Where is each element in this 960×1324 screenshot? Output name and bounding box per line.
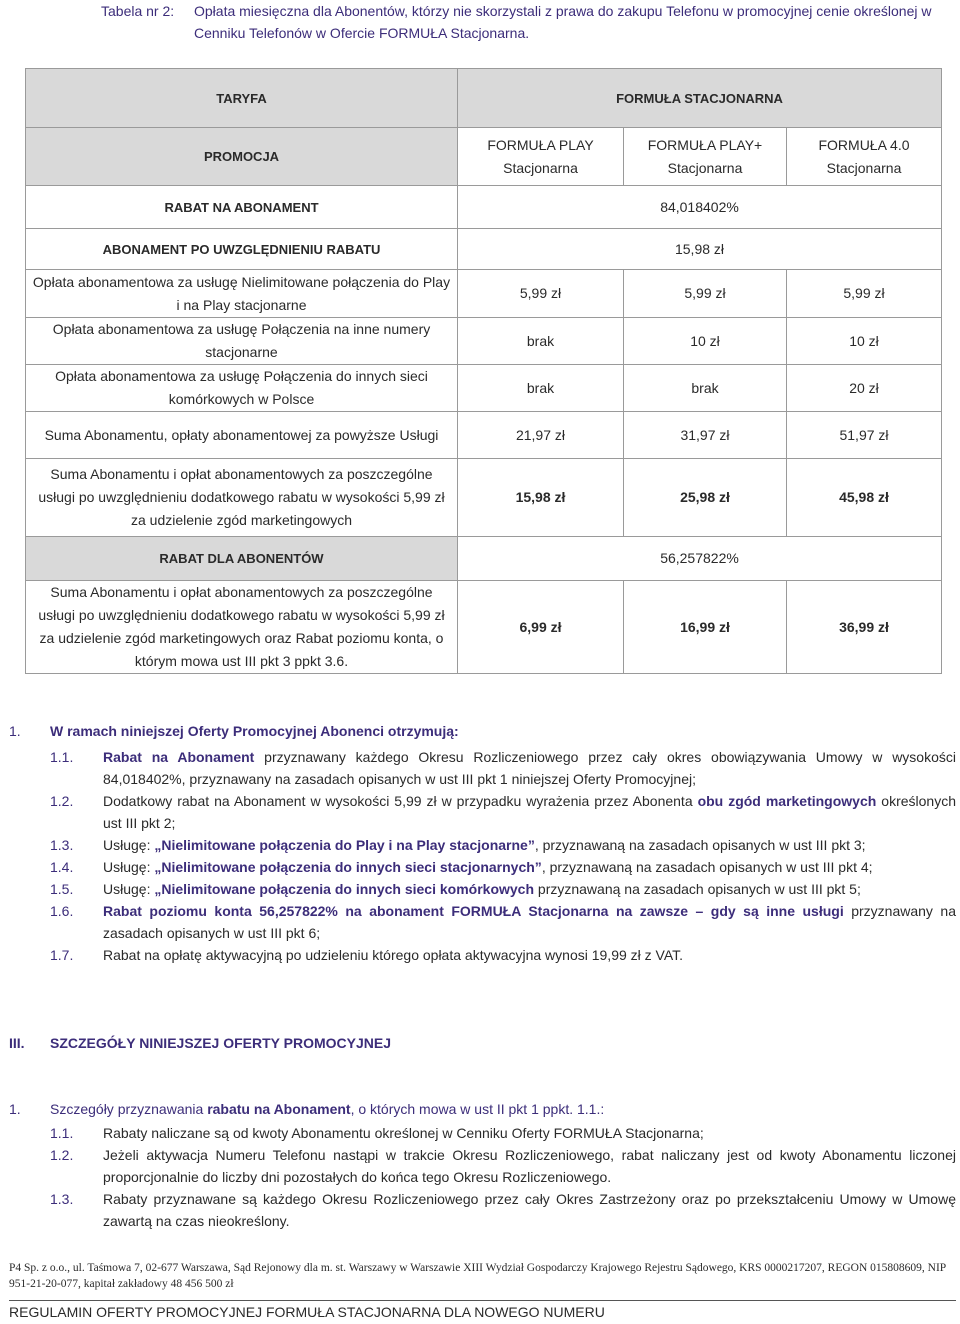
- row-value: 36,99 zł: [787, 581, 942, 674]
- list-item-number: 1.1.: [50, 1125, 74, 1141]
- heading-bold: rabatu na Abonament: [207, 1101, 351, 1117]
- row-label: Suma Abonamentu, opłaty abonamentowej za powyższe Usługi: [26, 412, 458, 459]
- list1-number: 1.: [9, 723, 21, 739]
- table-row: [26, 69, 942, 128]
- plan-name: FORMUŁA PLAY+: [647, 136, 763, 153]
- plan-header: [787, 128, 942, 186]
- list-item: Rabaty przyznawane są każdego Okresu Rozliczeniowego przez cały Okres Zastrzeżony oraz po przekształceniu Umowy w Umowę zawartą na czas nieokreślony.: [103, 1191, 956, 1229]
- list-item-text: Usługę:: [103, 837, 155, 853]
- row-value: 25,98 zł: [624, 459, 787, 537]
- list2-heading: [50, 1098, 604, 1120]
- section-number: III.: [9, 1035, 25, 1051]
- list-item: Jeżeli aktywacja Numeru Telefonu nastąpi w trakcie Okresu Rozliczeniowego, rabat naliczany jest od kwoty Abonamentu liczonej proporcjonalnie do liczby dni pozostałych do końca tego Okresu Rozliczeniowego.: [103, 1147, 956, 1185]
- section-title: SZCZEGÓŁY NINIEJSZEJ OFERTY PROMOCYJNEJ: [50, 1035, 391, 1051]
- row-value: 15,98 zł: [458, 459, 624, 537]
- list-item-text: Dodatkowy rabat na Abonament w wysokości 5,99 zł w przypadku wyrażenia przez Abonenta: [103, 793, 698, 809]
- list-item-number: 1.3.: [50, 837, 74, 853]
- list-item: [103, 790, 956, 834]
- row-value: 5,99 zł: [624, 270, 787, 318]
- list-item-number: 1.1.: [50, 749, 74, 765]
- row-label: Opłata abonamentowa za usługę Połączenia do innych sieci komórkowych w Polsce: [26, 365, 458, 412]
- rabat-label: RABAT NA ABONAMENT: [26, 186, 458, 229]
- list-item: [103, 878, 956, 900]
- table-row: [26, 581, 942, 674]
- row-label: Suma Abonamentu i opłat abonamentowych za poszczególne usługi po uwzględnieniu dodatkowego rabatu w wysokości 5,99 zł za udzielenie zgód marketingowych oraz Rabat poziomu konta, o którym mowa ust III pkt 3 ppkt 3.6.: [26, 581, 458, 674]
- caption-label: Tabela nr 2:: [101, 3, 175, 19]
- list2-number: 1.: [9, 1101, 21, 1117]
- rabat2-value: 56,257822%: [458, 537, 942, 581]
- promocja-label: PROMOCJA: [26, 128, 458, 186]
- heading-text: , o których mowa w ust II pkt 1 ppkt. 1.1.:: [350, 1101, 605, 1117]
- row-value: 31,97 zł: [624, 412, 787, 459]
- list-item-bold: Rabat poziomu konta 56,257822% na abonament FORMUŁA Stacjonarna na zawsze – gdy są inne usługi: [103, 903, 844, 919]
- table-row: [26, 270, 942, 318]
- list-item-bold: „Nielimitowane połączenia do innych sieci komórkowych: [154, 881, 535, 897]
- plan-subname: Stacjonarna: [503, 159, 578, 176]
- footer-divider: [9, 1300, 956, 1301]
- list-item-number: 1.4.: [50, 859, 74, 875]
- row-value: 5,99 zł: [458, 270, 624, 318]
- list-item-text: , przyznawaną na zasadach opisanych w ust III pkt 4;: [541, 859, 873, 875]
- row-label: Opłata abonamentowa za usługę Nielimitowane połączenia do Play i na Play stacjonarne: [26, 270, 458, 318]
- list-item-bold: „Nielimitowane połączenia do innych sieci stacjonarnych”: [154, 859, 542, 875]
- row-value: 21,97 zł: [458, 412, 624, 459]
- table-row: [26, 365, 942, 412]
- row-value: brak: [458, 318, 624, 365]
- table-row: [26, 186, 942, 229]
- abonament-label: ABONAMENT PO UWZGLĘDNIENIU RABATU: [26, 229, 458, 270]
- plan-name: FORMUŁA 4.0: [818, 136, 910, 153]
- list1-heading: W ramach niniejszej Oferty Promocyjnej Abonenci otrzymują:: [50, 723, 459, 739]
- list-item-number: 1.2.: [50, 1147, 74, 1163]
- list-item-number: 1.2.: [50, 793, 74, 809]
- list-item-bold: obu zgód marketingowych: [697, 793, 877, 809]
- abonament-value: 15,98 zł: [458, 229, 942, 270]
- row-value: brak: [458, 365, 624, 412]
- row-value: brak: [624, 365, 787, 412]
- list-item: [103, 746, 956, 790]
- table-row: [26, 318, 942, 365]
- table-row: [26, 412, 942, 459]
- rabat2-label: RABAT DLA ABONENTÓW: [26, 537, 458, 581]
- plan-subname: Stacjonarna: [826, 159, 902, 176]
- list-item-text: przyznawany na zasadach opisanych w ust III pkt 6;: [103, 903, 956, 941]
- list-item-text: określonych ust III pkt 2;: [103, 793, 956, 831]
- plan-header: [624, 128, 787, 186]
- plan-header: [458, 128, 624, 186]
- table-row: [26, 537, 942, 581]
- row-value: 10 zł: [624, 318, 787, 365]
- list-item-bold: Rabat na Abonament: [103, 749, 255, 765]
- footer-title: REGULAMIN OFERTY PROMOCYJNEJ FORMUŁA STACJONARNA DLA NOWEGO NUMERU: [9, 1304, 605, 1320]
- tariff-table: [25, 68, 942, 674]
- plan-name: FORMUŁA PLAY: [487, 136, 594, 153]
- row-value: 16,99 zł: [624, 581, 787, 674]
- taryfa-label: TARYFA: [26, 69, 458, 128]
- row-value: 10 zł: [787, 318, 942, 365]
- row-label: Suma Abonamentu i opłat abonamentowych za poszczególne usługi po uwzględnieniu dodatkowego rabatu w wysokości 5,99 zł za udzielenie zgód marketingowych: [26, 459, 458, 537]
- list-item-number: 1.6.: [50, 903, 74, 919]
- list-item-bold: „Nielimitowane połączenia do Play i na Play stacjonarne”: [154, 837, 535, 853]
- row-value: 51,97 zł: [787, 412, 942, 459]
- list-item: Rabaty naliczane są od kwoty Abonamentu określonej w Cenniku Oferty FORMUŁA Stacjonarna;: [103, 1125, 704, 1141]
- list-item-text: , przyznawaną na zasadach opisanych w ust III pkt 3;: [534, 837, 866, 853]
- list-item: [103, 834, 956, 856]
- rabat-value: 84,018402%: [458, 186, 942, 229]
- list-item-text: przyznawaną na zasadach opisanych w ust III pkt 5;: [534, 881, 861, 897]
- list-item-text: przyznawany każdego Okresu Rozliczeniowego przez cały okres obowiązywania Umowy w wysokości 84,018402%, przyznawany na zasadach opisanych w ust III pkt 1 niniejszej Oferty Promocyjnej;: [103, 749, 956, 787]
- row-label: Opłata abonamentowa za usługę Połączenia na inne numery stacjonarne: [26, 318, 458, 365]
- table-row: [26, 229, 942, 270]
- list-item-number: 1.3.: [50, 1191, 74, 1207]
- table-row: [26, 459, 942, 537]
- heading-text: Szczegóły przyznawania: [50, 1101, 208, 1117]
- plan-subname: Stacjonarna: [667, 159, 743, 176]
- list-item-number: 1.7.: [50, 947, 74, 963]
- row-value: 6,99 zł: [458, 581, 624, 674]
- list-item-number: 1.5.: [50, 881, 74, 897]
- table-row: [26, 128, 942, 186]
- list-item-text: Usługę:: [103, 859, 155, 875]
- list-item: [103, 856, 956, 878]
- list-item: Rabat na opłatę aktywacyjną po udzieleniu którego opłata aktywacyjna wynosi 19,99 zł z VAT.: [103, 947, 684, 963]
- company-info: P4 Sp. z o.o., ul. Taśmowa 7, 02-677 Warszawa, Sąd Rejonowy dla m. st. Warszawy w Warszawie XIII Wydział Gospodarczy Krajowego Rejestru Sądowego, KRS 0000217207, REGON 015808609, NIP 951-21-20-077, kapitał zakładowy 48 456 500 zł: [9, 1262, 946, 1290]
- caption-text: Opłata miesięczna dla Abonentów, którzy nie skorzystali z prawa do zakupu Telefonu w promocyjnej cenie określonej w Cenniku Telefonów w Ofercie FORMUŁA Stacjonarna.: [194, 3, 932, 41]
- list-item-text: Usługę:: [103, 881, 155, 897]
- row-value: 20 zł: [787, 365, 942, 412]
- row-value: 45,98 zł: [787, 459, 942, 537]
- row-value: 5,99 zł: [787, 270, 942, 318]
- list-item: [103, 900, 956, 944]
- taryfa-value: FORMUŁA STACJONARNA: [458, 69, 942, 128]
